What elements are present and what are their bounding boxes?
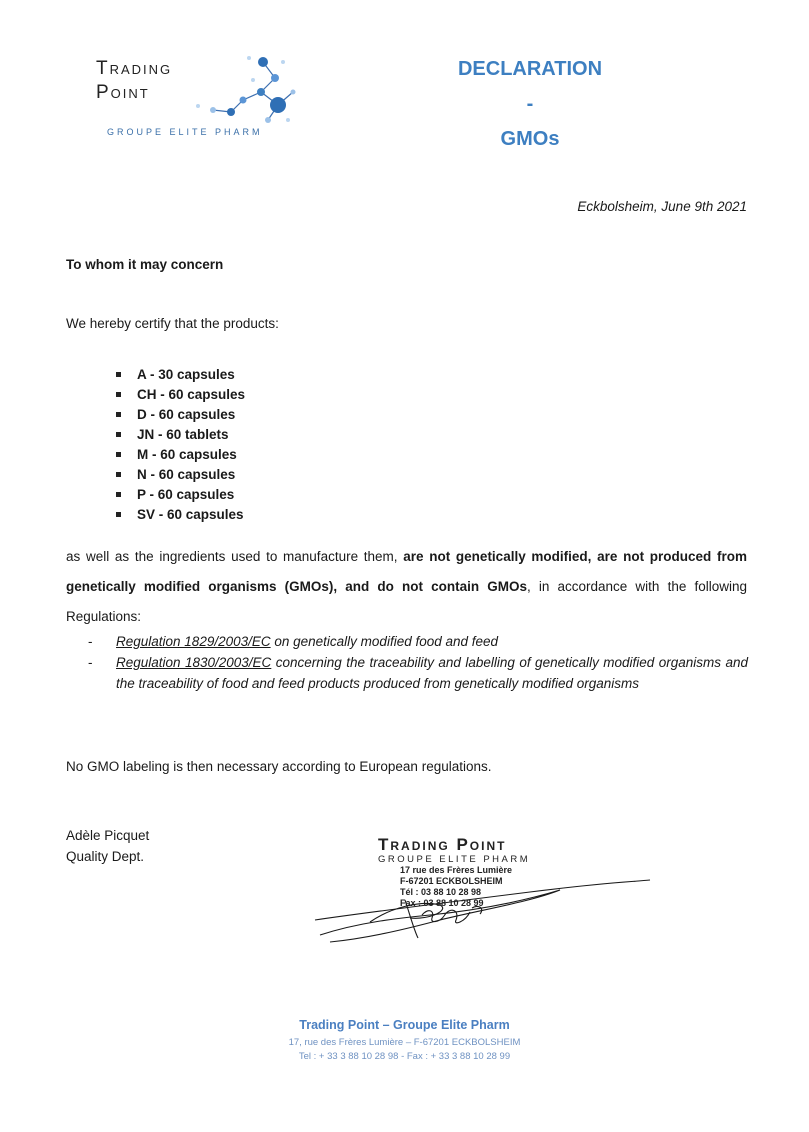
list-item [88,652,748,694]
bullet-icon [116,432,121,437]
statement-part1: as well as the ingredients used to manufacture them, [66,549,404,564]
product-label: JN - 60 tablets [137,426,229,442]
list-item [116,484,245,504]
signer-department: Quality Dept. [66,849,145,864]
list-item [116,404,245,424]
stamp-city: F-67201 ECKBOLSHEIM [400,876,503,886]
regulation-text: concerning the traceability and labelling of genetically modified organisms and the traceability of food and feed products produced from genetically modified organisms [116,655,748,691]
product-label: M - 60 capsules [137,446,237,462]
logo-word-point: Point [96,82,150,103]
list-item [88,631,748,652]
signer-name: Adèle Picquet [66,828,150,843]
logo-word-trading: Trading [96,58,173,79]
bullet-icon [116,392,121,397]
logo-subtitle: GROUPE ELITE PHARM [107,127,263,137]
statement-paragraph [66,542,747,632]
conclusion-text: No GMO labeling is then necessary according to European regulations. [66,759,492,774]
place-date: Eckbolsheim, June 9th 2021 [577,199,747,214]
product-list [116,364,245,524]
regulation-reference: Regulation 1830/2003/EC [116,655,272,670]
statement-part2: , in accordance with the following Regulations: [66,579,747,624]
product-label: P - 60 capsules [137,486,235,502]
stamp-tel: Tél : 03 88 10 28 98 [400,887,482,897]
product-label: D - 60 capsules [137,406,236,422]
stamp-company-name: Trading Point [378,835,507,854]
bullet-icon [116,452,121,457]
footer-company: Trading Point – Groupe Elite Pharm [299,1018,510,1032]
product-label: CH - 60 capsules [137,386,246,402]
stamp-fax: Fax : 03 88 10 28 99 [400,898,484,908]
intro-text: We hereby certify that the products: [66,316,279,331]
bullet-icon [116,472,121,477]
regulation-reference: Regulation 1829/2003/EC [116,634,271,649]
stamp-address: 17 rue des Frères Lumière [400,865,513,875]
product-label: N - 60 capsules [137,466,236,482]
list-item [116,504,245,524]
list-item [116,444,245,464]
regulation-list [88,631,748,694]
product-label: A - 30 capsules [137,366,235,382]
regulation-text: on genetically modified food and feed [270,634,499,649]
molecule-icon [183,50,303,130]
company-logo [88,50,303,140]
bullet-icon [116,512,121,517]
footer-address: 17, rue des Frères Lumière – F-67201 ECKBOLSHEIM [288,1037,521,1048]
product-label: SV - 60 capsules [137,506,244,522]
document-subject: GMOs [500,128,560,150]
list-item [116,464,245,484]
list-item [116,364,245,384]
stamp-subtitle: GROUPE ELITE PHARM [378,854,531,865]
list-item [116,424,245,444]
list-item [116,384,245,404]
handwritten-signature [310,860,660,945]
signer-block [66,825,149,867]
footer-contact: Tel : + 33 3 88 10 28 98 - Fax : + 33 3 88 10 28 99 [298,1051,511,1062]
document-title: DECLARATION [457,58,603,80]
title-separator: - [526,93,534,115]
dash-marker: - [88,655,93,670]
bullet-icon [116,492,121,497]
bullet-icon [116,412,121,417]
statement-bold: are not genetically modified, are not produced from genetically modified organisms (GMOs), and do not contain GMOs [66,549,747,594]
salutation: To whom it may concern [66,257,224,272]
dash-marker: - [88,634,93,649]
bullet-icon [116,372,121,377]
